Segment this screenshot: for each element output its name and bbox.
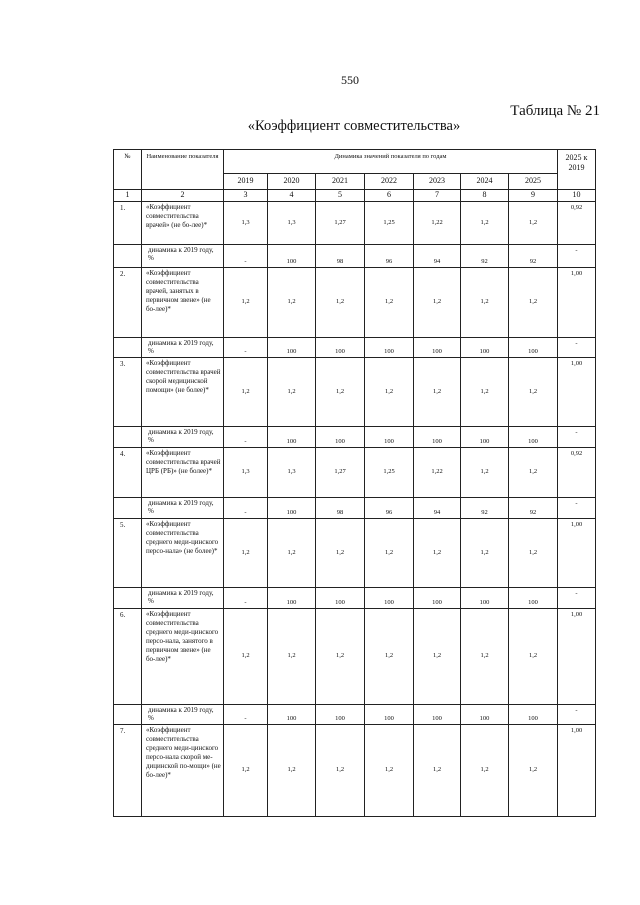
- row-number: 2.: [114, 268, 142, 338]
- dynamic-value: 98: [316, 245, 365, 268]
- dynamic-value: 100: [414, 427, 461, 448]
- dynamic-value: 100: [509, 588, 558, 609]
- header-row: [114, 150, 596, 174]
- indicator-value: 1,2: [509, 609, 558, 705]
- table-row: [114, 358, 596, 427]
- indicator-value: 1,25: [365, 202, 414, 245]
- dynamic-value: 92: [461, 498, 509, 519]
- indicator-value: 1,2: [461, 609, 509, 705]
- dynamic-ratio: -: [558, 588, 596, 609]
- table-row: [114, 725, 596, 817]
- dynamic-row: [114, 588, 596, 609]
- dynamic-label: динамика к 2019 году, %: [142, 498, 224, 519]
- dynamic-num-cell: [114, 338, 142, 358]
- indicator-value: 1,27: [316, 202, 365, 245]
- dynamic-value: 100: [316, 427, 365, 448]
- header-year: 2021: [316, 174, 365, 190]
- indicator-value: 1,2: [268, 725, 316, 817]
- dynamic-value: 96: [365, 245, 414, 268]
- indicator-value: 1,2: [509, 448, 558, 498]
- indicator-value: 1,2: [461, 268, 509, 338]
- indicator-value: 1,2: [414, 609, 461, 705]
- dynamic-ratio: -: [558, 338, 596, 358]
- dynamic-label: динамика к 2019 году, %: [142, 245, 224, 268]
- dynamic-value: 100: [316, 338, 365, 358]
- header-num: №: [114, 150, 142, 190]
- indicator-value: 1,2: [461, 202, 509, 245]
- table-row: [114, 448, 596, 498]
- dynamic-value: 100: [461, 588, 509, 609]
- indicator-value: 1,2: [461, 358, 509, 427]
- indicator-name: «Коэффициент совместительства среднего меди-цинского персо-нала» (не более)*: [142, 519, 224, 588]
- dynamic-value: 100: [268, 338, 316, 358]
- indicator-ratio: 1,00: [558, 358, 596, 427]
- header-name: Наименование показателя: [142, 150, 224, 190]
- indicator-value: 1,2: [316, 609, 365, 705]
- dynamic-label: динамика к 2019 году, %: [142, 427, 224, 448]
- dynamic-value: 100: [268, 588, 316, 609]
- column-number: 1: [114, 190, 142, 202]
- column-number: 2: [142, 190, 224, 202]
- row-number: 3.: [114, 358, 142, 427]
- row-number: 5.: [114, 519, 142, 588]
- indicator-value: 1,22: [414, 448, 461, 498]
- column-number: 4: [268, 190, 316, 202]
- dynamic-num-cell: [114, 705, 142, 725]
- dynamic-value: 100: [461, 705, 509, 725]
- dynamic-row: [114, 245, 596, 268]
- indicator-name: «Коэффициент совместительства врачей» (не бо-лее)*: [142, 202, 224, 245]
- dynamic-num-cell: [114, 588, 142, 609]
- table-row: [114, 519, 596, 588]
- table-label: Таблица № 21: [510, 103, 600, 119]
- indicator-name: «Коэффициент совместительства врачей, занятых в первичном звене» (не бо-лее)*: [142, 268, 224, 338]
- dynamic-num-cell: [114, 498, 142, 519]
- dynamic-value: 100: [461, 338, 509, 358]
- indicator-value: 1,3: [224, 448, 268, 498]
- dynamic-ratio: -: [558, 427, 596, 448]
- indicator-ratio: 1,00: [558, 725, 596, 817]
- indicator-value: 1,2: [268, 609, 316, 705]
- indicator-value: 1,22: [414, 202, 461, 245]
- dynamic-value: 100: [268, 498, 316, 519]
- dynamic-value: 92: [509, 245, 558, 268]
- header-year: 2024: [461, 174, 509, 190]
- indicator-ratio: 1,00: [558, 519, 596, 588]
- dynamic-value: 100: [414, 705, 461, 725]
- indicator-value: 1,2: [224, 358, 268, 427]
- dynamic-value: 100: [268, 245, 316, 268]
- indicator-value: 1,2: [509, 268, 558, 338]
- dynamic-value: 100: [509, 338, 558, 358]
- indicator-value: 1,2: [316, 268, 365, 338]
- indicator-ratio: 0,92: [558, 448, 596, 498]
- dynamic-ratio: -: [558, 245, 596, 268]
- indicator-value: 1,2: [509, 519, 558, 588]
- dynamic-value: 92: [509, 498, 558, 519]
- dynamic-value: 100: [365, 427, 414, 448]
- dynamic-value: 100: [414, 338, 461, 358]
- dynamic-value: 100: [316, 588, 365, 609]
- indicator-value: 1,2: [461, 448, 509, 498]
- dynamic-value: 92: [461, 245, 509, 268]
- dynamic-value: 94: [414, 245, 461, 268]
- indicator-ratio: 1,00: [558, 268, 596, 338]
- row-number: 4.: [114, 448, 142, 498]
- dynamic-value: 98: [316, 498, 365, 519]
- indicator-value: 1,2: [365, 725, 414, 817]
- indicator-value: 1,2: [224, 519, 268, 588]
- indicator-value: 1,3: [268, 202, 316, 245]
- indicator-value: 1,2: [224, 268, 268, 338]
- column-number: 7: [414, 190, 461, 202]
- dynamic-ratio: -: [558, 705, 596, 725]
- indicator-value: 1,25: [365, 448, 414, 498]
- indicator-value: 1,3: [224, 202, 268, 245]
- indicator-value: 1,2: [316, 725, 365, 817]
- dynamic-value: 100: [365, 338, 414, 358]
- dynamic-row: [114, 338, 596, 358]
- dynamic-value: 100: [414, 588, 461, 609]
- indicator-value: 1,2: [509, 725, 558, 817]
- indicator-name: «Коэффициент совместительства среднего меди-цинского персо-нала, занятого в первичном звене» (не бо-лее)*: [142, 609, 224, 705]
- dynamic-label: динамика к 2019 году, %: [142, 705, 224, 725]
- dynamic-row: [114, 427, 596, 448]
- row-number: 6.: [114, 609, 142, 705]
- indicator-name: «Коэффициент совместительства врачей скорой медицинской помощи» (не более)*: [142, 358, 224, 427]
- indicator-value: 1,2: [268, 358, 316, 427]
- indicator-value: 1,3: [268, 448, 316, 498]
- indicator-value: 1,2: [365, 609, 414, 705]
- table-title: «Коэффициент совместительства»: [247, 118, 461, 134]
- dynamic-value: 94: [414, 498, 461, 519]
- dynamic-value: -: [224, 705, 268, 725]
- page-number: 550: [341, 73, 359, 87]
- dynamic-value: 100: [509, 427, 558, 448]
- dynamic-value: 100: [509, 705, 558, 725]
- indicator-value: 1,2: [316, 519, 365, 588]
- dynamic-value: 96: [365, 498, 414, 519]
- column-number: 5: [316, 190, 365, 202]
- indicator-value: 1,2: [414, 268, 461, 338]
- indicator-ratio: 1,00: [558, 609, 596, 705]
- indicator-value: 1,2: [365, 519, 414, 588]
- indicator-name: «Коэффициент совместительства врачей ЦРБ (РБ)» (не более)*: [142, 448, 224, 498]
- header-year: 2023: [414, 174, 461, 190]
- indicator-value: 1,2: [414, 519, 461, 588]
- dynamic-value: 100: [316, 705, 365, 725]
- table-row: [114, 609, 596, 705]
- dynamic-row: [114, 705, 596, 725]
- dynamic-value: 100: [365, 588, 414, 609]
- dynamic-value: 100: [461, 427, 509, 448]
- dynamic-label: динамика к 2019 году, %: [142, 588, 224, 609]
- dynamic-num-cell: [114, 245, 142, 268]
- indicator-value: 1,2: [268, 268, 316, 338]
- indicator-value: 1,2: [414, 725, 461, 817]
- dynamic-value: -: [224, 245, 268, 268]
- dynamic-label: динамика к 2019 году, %: [142, 338, 224, 358]
- table-row: [114, 202, 596, 245]
- dynamic-num-cell: [114, 427, 142, 448]
- indicator-value: 1,2: [461, 519, 509, 588]
- header-year: 2025: [509, 174, 558, 190]
- dynamic-value: 100: [365, 705, 414, 725]
- dynamic-value: 100: [268, 705, 316, 725]
- row-number: 7.: [114, 725, 142, 817]
- indicator-value: 1,2: [268, 519, 316, 588]
- dynamic-value: -: [224, 498, 268, 519]
- indicator-value: 1,27: [316, 448, 365, 498]
- column-number: 10: [558, 190, 596, 202]
- header-year: 2020: [268, 174, 316, 190]
- column-number: 6: [365, 190, 414, 202]
- indicator-value: 1,2: [365, 268, 414, 338]
- header-year: 2019: [224, 174, 268, 190]
- dynamic-ratio: -: [558, 498, 596, 519]
- table-row: [114, 268, 596, 338]
- column-number: 9: [509, 190, 558, 202]
- indicator-value: 1,2: [509, 358, 558, 427]
- header-year: 2022: [365, 174, 414, 190]
- indicator-value: 1,2: [509, 202, 558, 245]
- indicator-value: 1,2: [224, 609, 268, 705]
- dynamic-value: -: [224, 338, 268, 358]
- indicator-ratio: 0,92: [558, 202, 596, 245]
- indicator-value: 1,2: [414, 358, 461, 427]
- column-number: 3: [224, 190, 268, 202]
- dynamic-row: [114, 498, 596, 519]
- indicator-value: 1,2: [316, 358, 365, 427]
- header-dynamics: Динамика значений показателя по годам: [224, 150, 558, 174]
- indicator-value: 1,2: [365, 358, 414, 427]
- column-number: 8: [461, 190, 509, 202]
- header-ratio: 2025 к 2019: [558, 150, 596, 190]
- dynamic-value: 100: [268, 427, 316, 448]
- dynamic-value: -: [224, 588, 268, 609]
- row-number: 1.: [114, 202, 142, 245]
- indicator-value: 1,2: [224, 725, 268, 817]
- indicator-value: 1,2: [461, 725, 509, 817]
- dynamic-value: -: [224, 427, 268, 448]
- indicator-table: [113, 149, 596, 817]
- indicator-name: «Коэффициент совместительства среднего меди-цинского персо-нала скорой ме-дицинской по-мощи» (не бо-лее)*: [142, 725, 224, 817]
- column-number-row: [114, 190, 596, 202]
